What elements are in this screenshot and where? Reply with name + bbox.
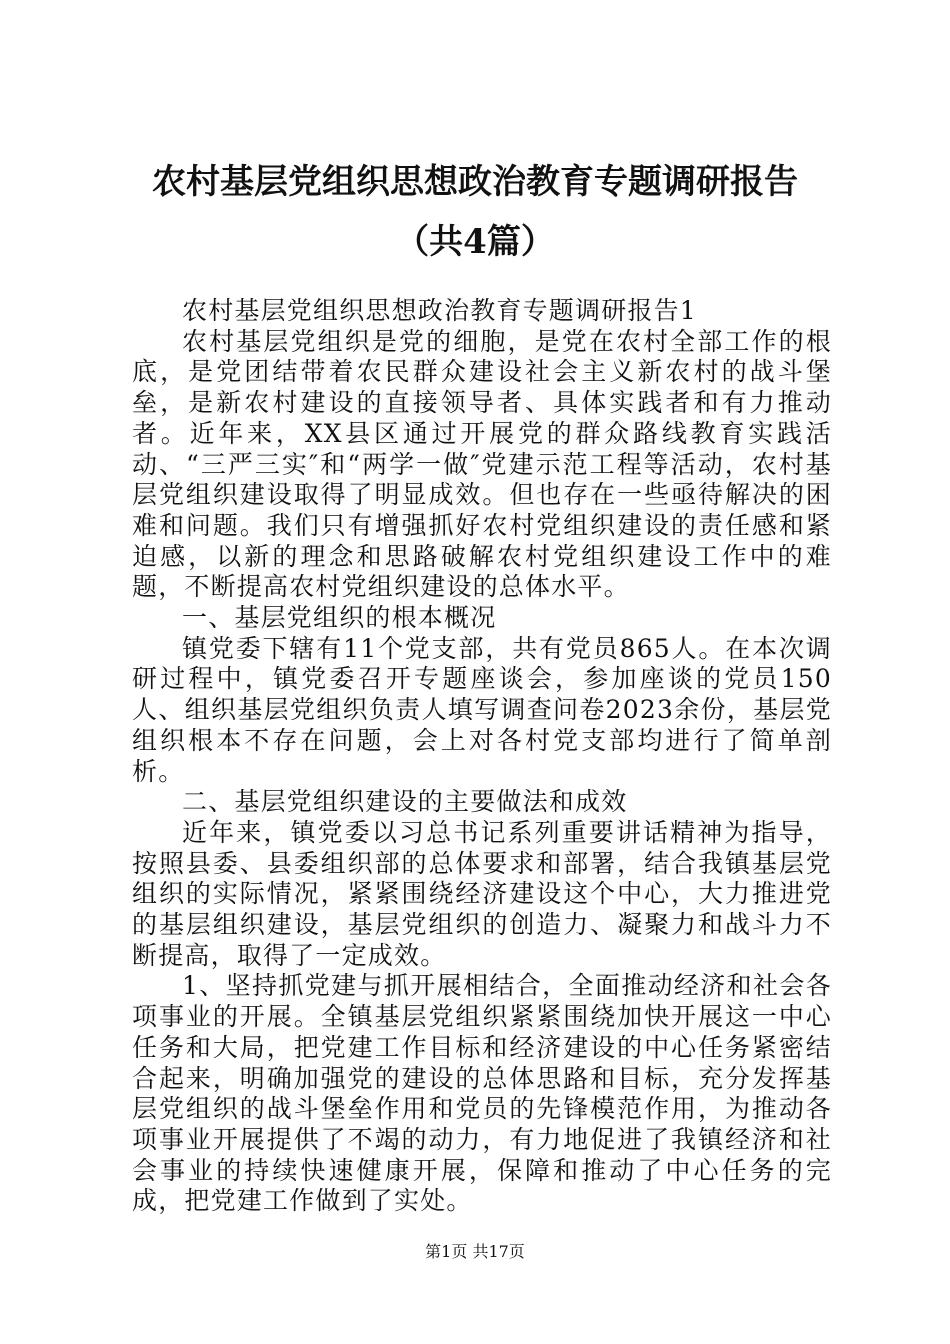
section-heading: 二、基层党组织建设的主要做法和成效: [182, 787, 628, 817]
page-number-footer: 第1页 共17页: [425, 1242, 525, 1261]
paragraph: 农村基层党组织是党的细胞，是党在农村全部工作的根底，是党团结带着农民群众建设社会主义新农村的战斗堡垒，是新农村建设的直接领导者、具体实践者和有力推动者。近年来，XX县区通过开展党的群众路线教育实践活动、“三严三实″和“两学一做″党建示范工程等活动，农村基层党组织建设取得了明显成效。但也存在一些亟待解决的困难和问题。我们只有增强抓好农村党组织建设的责任感和紧迫感，以新的理念和思路破解农村党组织建设工作中的难题，不断提高农村党组织建设的总体水平。: [132, 326, 832, 602]
section-heading: 农村基层党组织思想政治教育专题调研报告1: [182, 296, 697, 325]
document-title: 农村基层党组织思想政治教育专题调研报告: [152, 162, 798, 202]
paragraph: 近年来，镇党委以习总书记系列重要讲话精神为指导，按照县委、县委组织部的总体要求和部署，结合我镇基层党组织的实际情况，紧紧围绕经济建设这个中心，大力推进党的基层组织建设，基层党组织的创造力、凝聚力和战斗力不断提高，取得了一定成效。: [132, 817, 832, 970]
section-heading: 一、基层党组织的根本概况: [182, 603, 497, 633]
paragraph: 1、坚持抓党建与抓开展相结合，全面推动经济和社会各项事业的开展。全镇基层党组织紧紧围绕加快开展这一中心任务和大局，把党建工作目标和经济建设的中心任务紧密结合起来，明确加强党的建设的总体思路和目标，充分发挥基层党组织的战斗堡垒作用和党员的先锋模范作用，为推动各项事业开展提供了不竭的动力，有力地促进了我镇经济和社会事业的持续快速健康开展，保障和推动了中心任务的完成，把党建工作做到了实处。: [132, 971, 832, 1216]
paragraph: 镇党委下辖有11个党支部，共有党员865人。在本次调研过程中，镇党委召开专题座谈会，参加座谈的党员150人、组织基层党组织负责人填写调查问卷2023余份，基层党组织根本不存在问题，会上对各村党支部均进行了简单剖析。: [132, 633, 832, 786]
document-subtitle: （共4篇）: [395, 222, 555, 262]
document-body: [132, 296, 832, 1217]
